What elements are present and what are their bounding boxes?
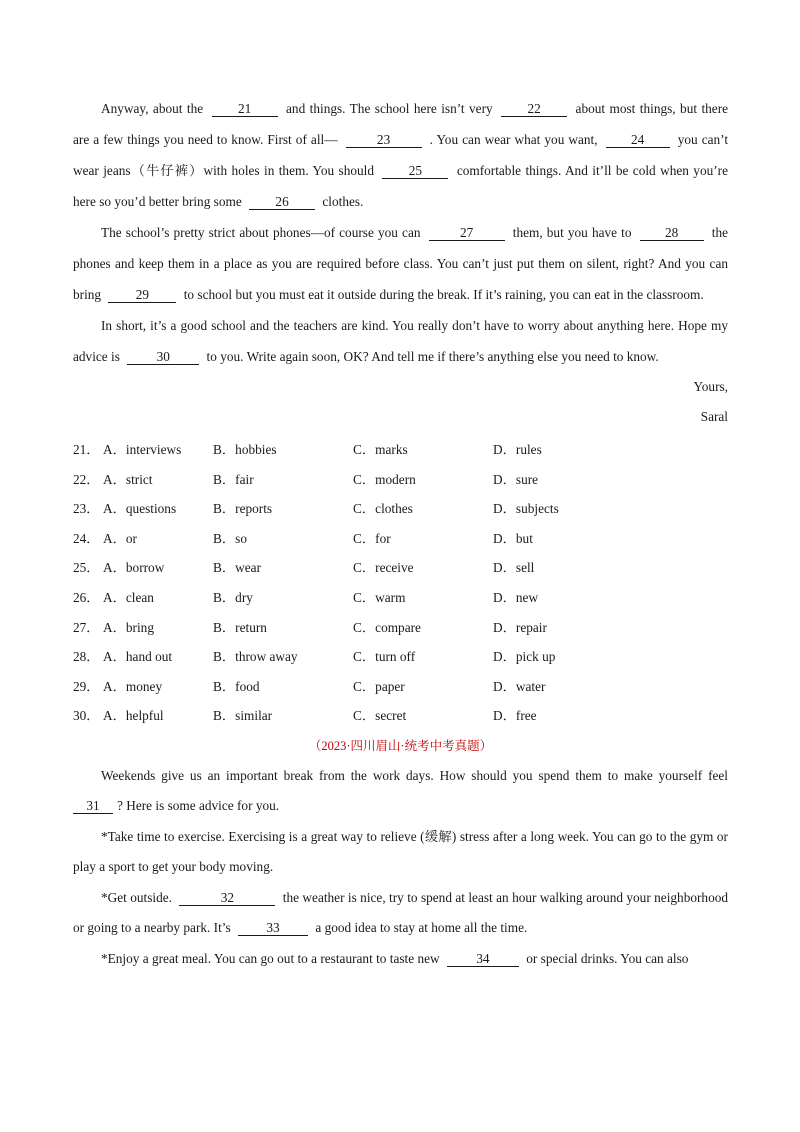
option-a: A．bring <box>103 619 154 635</box>
blank-29: 29 <box>108 287 176 303</box>
blank-30: 30 <box>127 349 199 365</box>
option-b: B．fair <box>213 471 254 487</box>
letter-paragraph-2 <box>73 217 728 310</box>
text: comfortable things. And it’ll be cold when you’re here so you’d better bring some <box>73 163 728 209</box>
blank-26: 26 <box>249 194 315 210</box>
option-c: C．receive <box>353 560 414 576</box>
text: to you. Write again soon, OK? And tell me if there’s anything else you need to know. <box>206 349 659 364</box>
text: *Get outside. <box>101 889 172 905</box>
option-b: B．hobbies <box>213 442 277 457</box>
option-d: D．rules <box>493 442 542 457</box>
option-c: C．marks <box>353 442 408 457</box>
option-d: D．water <box>493 678 546 694</box>
question-row <box>73 672 728 702</box>
question-row <box>73 583 728 613</box>
text: them, but you have to <box>512 225 632 240</box>
option-d: D．but <box>493 530 533 546</box>
blank-22: 22 <box>501 101 567 117</box>
option-c: C．compare <box>353 619 421 635</box>
option-d: D．new <box>493 589 539 605</box>
blank-31: 31 <box>73 798 113 814</box>
question-row <box>73 613 728 643</box>
question-number: 27． <box>73 619 100 635</box>
option-c: C．secret <box>353 708 407 724</box>
option-d: D．sell <box>493 560 535 576</box>
text: to school but you must eat it outside during the break. If it’s raining, you can eat in the classroom. <box>183 287 704 302</box>
question-number: 21． <box>73 442 100 457</box>
letter-paragraph-3 <box>73 310 728 372</box>
blank-24: 24 <box>606 132 670 148</box>
option-a: A．clean <box>103 589 154 605</box>
option-d: D．repair <box>493 619 547 635</box>
blank-23: 23 <box>346 132 422 148</box>
passage2-paragraph-2: *Take time to exercise. Exercising is a great way to relieve (缓解) stress after a long week. You can go to the gym or play a sport to get your body moving. <box>73 828 728 875</box>
question-row <box>73 465 728 495</box>
blank-32: 32 <box>179 890 275 906</box>
text: clothes. <box>322 194 364 209</box>
question-row <box>73 701 728 731</box>
option-c: C．paper <box>353 678 405 694</box>
text: ? Here is some advice for you. <box>117 798 280 814</box>
closing: Yours, <box>693 379 728 394</box>
question-row <box>73 494 728 524</box>
blank-21: 21 <box>212 101 278 117</box>
option-d: D．pick up <box>493 649 556 665</box>
question-row <box>73 642 728 672</box>
option-a: A．money <box>103 678 163 694</box>
option-a: A．or <box>103 530 137 546</box>
option-a: A．interviews <box>103 442 182 457</box>
text: a good idea to stay at home all the time. <box>315 920 528 936</box>
option-b: B．throw away <box>213 649 298 665</box>
blank-28: 28 <box>640 225 704 241</box>
text: and things. The school here isn’t very <box>286 101 493 116</box>
option-c: C．modern <box>353 471 416 487</box>
option-a: A．helpful <box>103 708 164 724</box>
question-number: 28． <box>73 649 100 665</box>
question-number: 22． <box>73 471 100 487</box>
document-page <box>73 93 728 974</box>
option-d: D．free <box>493 708 537 724</box>
letter-paragraph-1 <box>73 93 728 217</box>
blank-33: 33 <box>238 920 308 936</box>
option-a: A．strict <box>103 471 153 487</box>
option-c: C．clothes <box>353 501 413 517</box>
text: the phones and keep them in a place as you are required before class. You can’t just put them on silent, right? And you can bring <box>73 225 729 302</box>
passage2-paragraph-1 <box>73 761 728 822</box>
passage2-paragraph-4 <box>73 944 728 975</box>
option-c: C．turn off <box>353 649 416 665</box>
blank-34: 34 <box>447 951 519 967</box>
option-b: B．similar <box>213 708 273 724</box>
blank-25: 25 <box>382 163 448 179</box>
question-number: 30． <box>73 708 100 724</box>
question-options <box>73 435 728 731</box>
option-b: B．dry <box>213 589 253 605</box>
text: or special drinks. You can also <box>526 950 689 966</box>
option-b: B．reports <box>213 501 273 517</box>
question-row <box>73 553 728 583</box>
question-row <box>73 435 728 465</box>
question-number: 24． <box>73 530 100 546</box>
option-b: B．so <box>213 530 247 546</box>
text: Anyway, about the <box>101 101 204 116</box>
exam-source-label: （2023·四川眉山·统考中考真题） <box>308 738 493 753</box>
question-number: 25． <box>73 560 100 576</box>
option-b: B．return <box>213 619 267 635</box>
option-c: C．warm <box>353 589 406 605</box>
text: *Enjoy a great meal. You can go out to a restaurant to taste new <box>101 950 440 966</box>
question-number: 29． <box>73 678 100 694</box>
option-a: A．hand out <box>103 649 173 665</box>
text: The school’s pretty strict about phones—of course you can <box>101 225 421 240</box>
option-a: A．borrow <box>103 560 165 576</box>
option-d: D．subjects <box>493 501 559 517</box>
text: In short, it’s a good school and the teachers are kind. You really don’t have to worry about anything here. Hope my advice is <box>73 318 728 364</box>
question-row <box>73 524 728 554</box>
option-b: B．wear <box>213 560 261 576</box>
text: . You can wear what you want, <box>429 132 598 147</box>
text: you can’t wear jeans（牛仔裤）with holes in them. You should <box>73 132 729 178</box>
question-number: 23． <box>73 501 100 517</box>
question-number: 26． <box>73 589 100 605</box>
option-d: D．sure <box>493 471 539 487</box>
text: the weather is nice, try to spend at least an hour walking around your neighborhood or going to a nearby park. It’s <box>73 889 729 936</box>
option-b: B．food <box>213 678 260 694</box>
text: about most things, but there are a few things you need to know. First of all— <box>73 101 729 147</box>
blank-27: 27 <box>429 225 505 241</box>
text: Weekends give us an important break from the work days. How should you spend them to make yourself feel <box>101 767 728 783</box>
signature: Saral <box>700 408 728 424</box>
option-c: C．for <box>353 530 391 546</box>
passage2-paragraph-3 <box>73 883 728 944</box>
option-a: A．questions <box>103 501 177 517</box>
